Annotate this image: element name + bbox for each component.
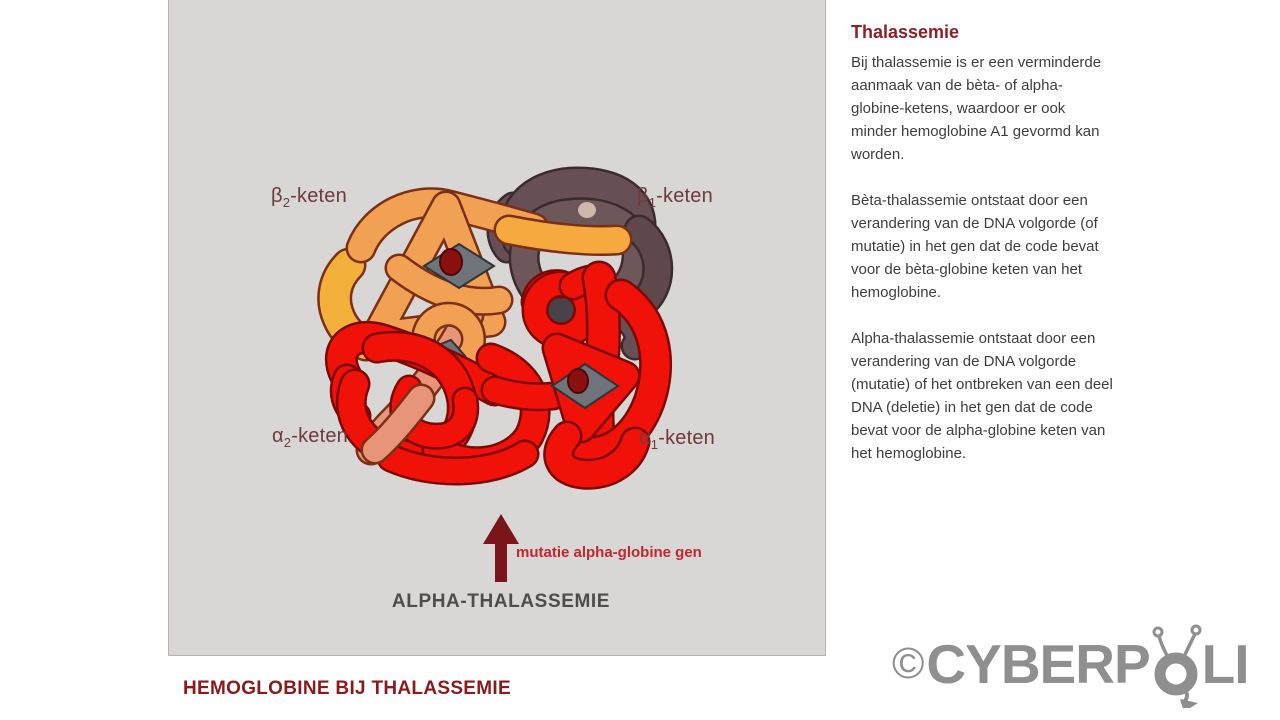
logo-text-right: LI (1201, 633, 1249, 695)
info-paragraph: Bèta-thalassemie ontstaat door een verandering van de DNA volgorde (of mutatie) in het gen dat de code bevat voor de bèta-globine keten van het hemoglobine. (851, 192, 1099, 301)
cyberpoli-logo (892, 620, 1249, 708)
info-panel (851, 22, 1113, 488)
copyright-icon: © (892, 639, 925, 688)
info-title: Thalassemie (851, 22, 960, 42)
chain-label-alpha1: $\alpha_1$-keten (639, 427, 715, 452)
mutation-label: mutatie alpha-globine gen (516, 544, 702, 561)
slide-title: HEMOGLOBINE BIJ THALASSEMIE (183, 678, 511, 699)
bug-o-icon (1149, 620, 1203, 708)
chain-label-alpha2: $\alpha_2$-keten (272, 425, 348, 450)
diagram-panel (168, 0, 826, 656)
diagram-caption: ALPHA-THALASSEMIE (391, 591, 611, 612)
chain-label-beta1: $\beta_1$-keten (637, 185, 713, 210)
highlight-spot (578, 202, 596, 218)
up-arrow-icon (481, 512, 521, 584)
chain-label-beta2: $\beta_2$-keten (271, 185, 347, 210)
info-paragraph: Alpha-thalassemie ontstaat door een verandering van de DNA volgorde (mutatie) of het ontbreken van een deel DNA (deletie) in het gen dat de code bevat voor de alpha-globine keten van het hemoglobine. (851, 330, 1113, 462)
logo-text-left: CYBERP (926, 633, 1150, 695)
info-paragraph: Bij thalassemie is er een verminderde aanmaak van de bèta- of alpha-globine-ketens, waardoor er ook minder hemoglobine A1 gevormd kan worden. (851, 54, 1102, 163)
